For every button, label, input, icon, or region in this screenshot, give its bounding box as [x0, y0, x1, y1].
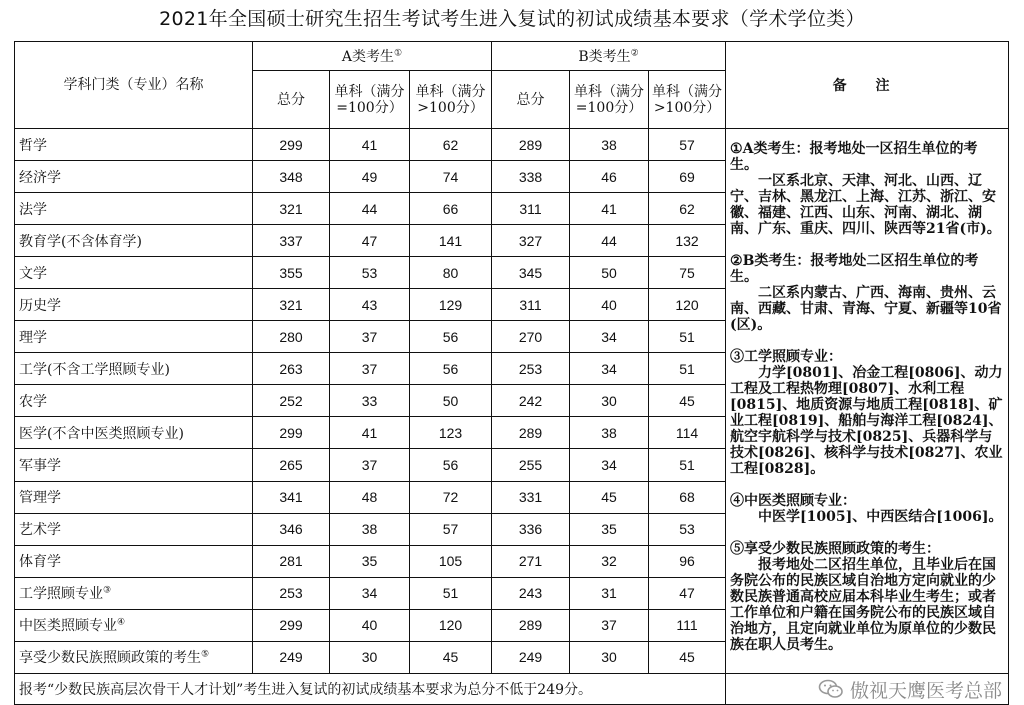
page-title: 2021年全国硕士研究生招生考试考生进入复试的初试成绩基本要求（学术学位类） [159, 8, 865, 30]
subject-name: 中医类照顾专业④ [15, 609, 253, 641]
score-b-singleover100: 47 [649, 577, 726, 609]
subject-name: 经济学 [15, 161, 253, 193]
score-a-single100: 41 [330, 129, 410, 161]
score-a-single100: 37 [330, 321, 410, 353]
score-b-single100: 37 [570, 609, 649, 641]
score-b-single100: 32 [570, 545, 649, 577]
footnote-mark: ⑤ [201, 649, 210, 660]
score-b-single100: 50 [570, 257, 649, 289]
subject-name: 哲学 [15, 129, 253, 161]
score-b-total: 289 [492, 609, 570, 641]
remark-note [730, 141, 1004, 237]
b-singleover100-header: 单科（满分>100分） [649, 71, 726, 129]
score-a-single100: 35 [330, 545, 410, 577]
subject-name: 农学 [15, 385, 253, 417]
score-b-singleover100: 75 [649, 257, 726, 289]
score-b-total: 249 [492, 641, 570, 673]
score-a-singleover100: 56 [410, 449, 492, 481]
score-a-singleover100: 66 [410, 193, 492, 225]
score-a-singleover100: 141 [410, 225, 492, 257]
b-single100-header: 单科（满分=100分） [570, 71, 649, 129]
score-b-singleover100: 62 [649, 193, 726, 225]
score-b-singleover100: 57 [649, 129, 726, 161]
score-a-single100: 41 [330, 417, 410, 449]
score-b-singleover100: 45 [649, 641, 726, 673]
score-a-single100: 30 [330, 641, 410, 673]
footnote-mark: ④ [117, 617, 126, 628]
score-a-singleover100: 50 [410, 385, 492, 417]
score-b-single100: 38 [570, 417, 649, 449]
remark-body: 报考地处二区招生单位，且毕业后在国务院公布的民族区域自治地方定向就业的少数民族普通高校应届本科毕业生考生；或者工作单位和户籍在国务院公布的民族区域自治地方，且定向就业单位为原单位的少数民族在职人员考生。 [730, 557, 997, 653]
score-a-total: 321 [253, 193, 330, 225]
score-a-total: 299 [253, 609, 330, 641]
remark-body: 中医学[1005]、中西医结合[1006]。 [758, 509, 1003, 525]
score-a-singleover100: 74 [410, 161, 492, 193]
score-b-total: 255 [492, 449, 570, 481]
score-a-singleover100: 129 [410, 289, 492, 321]
score-a-single100: 53 [330, 257, 410, 289]
remark-note [730, 349, 1004, 477]
score-a-total: 341 [253, 481, 330, 513]
group-b-header: B类考生② [492, 42, 726, 71]
subject-name: 法学 [15, 193, 253, 225]
score-a-singleover100: 120 [410, 609, 492, 641]
score-b-total: 311 [492, 193, 570, 225]
score-a-total: 281 [253, 545, 330, 577]
score-a-total: 249 [253, 641, 330, 673]
score-a-singleover100: 105 [410, 545, 492, 577]
score-b-total: 289 [492, 417, 570, 449]
score-a-total: 337 [253, 225, 330, 257]
score-b-singleover100: 69 [649, 161, 726, 193]
score-b-single100: 44 [570, 225, 649, 257]
score-b-total: 270 [492, 321, 570, 353]
score-b-single100: 34 [570, 353, 649, 385]
score-a-total: 346 [253, 513, 330, 545]
score-b-singleover100: 45 [649, 385, 726, 417]
score-a-total: 253 [253, 577, 330, 609]
score-a-total: 252 [253, 385, 330, 417]
remark-note [730, 253, 1004, 333]
score-a-single100: 47 [330, 225, 410, 257]
footer-row [15, 674, 1009, 705]
score-a-single100: 38 [330, 513, 410, 545]
score-a-total: 299 [253, 417, 330, 449]
score-a-singleover100: 45 [410, 641, 492, 673]
score-a-total: 355 [253, 257, 330, 289]
header-row-1 [15, 42, 1009, 71]
remark-title: ③工学照顾专业： [730, 349, 843, 365]
score-a-single100: 37 [330, 353, 410, 385]
group-a-header: A类考生① [253, 42, 492, 71]
score-b-single100: 30 [570, 641, 649, 673]
subject-name: 历史学 [15, 289, 253, 321]
watermark-text: 傲视天鹰医考总部 [850, 679, 1003, 702]
score-b-single100: 45 [570, 481, 649, 513]
a-single100-header: 单科（满分=100分） [330, 71, 410, 129]
score-a-singleover100: 57 [410, 513, 492, 545]
score-a-singleover100: 123 [410, 417, 492, 449]
score-b-total: 243 [492, 577, 570, 609]
remark-title: ⑤享受少数民族照顾政策的考生： [730, 541, 941, 557]
score-b-single100: 46 [570, 161, 649, 193]
score-a-singleover100: 51 [410, 577, 492, 609]
score-a-total: 265 [253, 449, 330, 481]
score-b-single100: 35 [570, 513, 649, 545]
score-b-singleover100: 51 [649, 353, 726, 385]
remark-note [730, 493, 1004, 525]
subject-name: 文学 [15, 257, 253, 289]
score-b-total: 338 [492, 161, 570, 193]
score-b-singleover100: 51 [649, 449, 726, 481]
remark-title: ①A类考生：报考地处一区招生单位的考生。 [730, 141, 978, 173]
score-b-total: 311 [492, 289, 570, 321]
subject-header: 学科门类（专业）名称 [15, 42, 253, 129]
score-b-total: 271 [492, 545, 570, 577]
subject-name: 工学照顾专业③ [15, 577, 253, 609]
score-b-single100: 34 [570, 449, 649, 481]
score-a-single100: 44 [330, 193, 410, 225]
score-b-singleover100: 114 [649, 417, 726, 449]
remark-note [730, 541, 1004, 653]
remark-title: ②B类考生：报考地处二区招生单位的考生。 [730, 253, 979, 285]
score-a-singleover100: 62 [410, 129, 492, 161]
score-b-total: 336 [492, 513, 570, 545]
subject-name: 军事学 [15, 449, 253, 481]
subject-name: 理学 [15, 321, 253, 353]
remarks-cell [726, 129, 1009, 674]
score-b-total: 331 [492, 481, 570, 513]
subject-name: 艺术学 [15, 513, 253, 545]
score-a-single100: 37 [330, 449, 410, 481]
table-row [15, 129, 1009, 161]
subject-name: 工学(不含工学照顾专业) [15, 353, 253, 385]
remarks-header: 备 注 [726, 42, 1009, 129]
subject-name: 医学(不含中医类照顾专业) [15, 417, 253, 449]
score-a-total: 321 [253, 289, 330, 321]
score-a-singleover100: 80 [410, 257, 492, 289]
score-a-single100: 40 [330, 609, 410, 641]
a-total-header: 总分 [253, 71, 330, 129]
score-b-singleover100: 111 [649, 609, 726, 641]
score-a-total: 280 [253, 321, 330, 353]
score-a-singleover100: 56 [410, 353, 492, 385]
watermark-cell [726, 674, 1009, 705]
score-b-single100: 34 [570, 321, 649, 353]
score-b-total: 253 [492, 353, 570, 385]
score-b-singleover100: 132 [649, 225, 726, 257]
footer-note: 报考“少数民族高层次骨干人才计划”考生进入复试的初试成绩基本要求为总分不低于249分。 [15, 674, 726, 705]
score-table [14, 41, 1009, 705]
score-b-single100: 41 [570, 193, 649, 225]
score-b-single100: 40 [570, 289, 649, 321]
subject-name: 管理学 [15, 481, 253, 513]
footnote-mark: ③ [103, 585, 112, 596]
b-total-header: 总分 [492, 71, 570, 129]
subject-name: 享受少数民族照顾政策的考生⑤ [15, 641, 253, 673]
score-a-single100: 48 [330, 481, 410, 513]
score-a-single100: 49 [330, 161, 410, 193]
score-a-single100: 33 [330, 385, 410, 417]
wechat-icon [818, 679, 844, 699]
score-a-singleover100: 56 [410, 321, 492, 353]
score-b-total: 345 [492, 257, 570, 289]
score-b-singleover100: 68 [649, 481, 726, 513]
remark-body: 力学[0801]、冶金工程[0806]、动力工程及工程热物理[0807]、水利工程[0815]、地质资源与地质工程[0818]、矿业工程[0819]、船舶与海洋工程[0824]、航空宇航科学与技术[0825]、兵器科学与技术[0826]、核科学与技术[0827]、农业工程[0828]。 [730, 365, 1003, 477]
score-b-total: 242 [492, 385, 570, 417]
remark-title: ④中医类照顾专业： [730, 493, 857, 509]
score-b-single100: 31 [570, 577, 649, 609]
score-b-total: 289 [492, 129, 570, 161]
score-a-single100: 43 [330, 289, 410, 321]
score-b-singleover100: 53 [649, 513, 726, 545]
remark-body: 一区系北京、天津、河北、山西、辽宁、吉林、黑龙江、上海、江苏、浙江、安徽、福建、江西、山东、河南、湖北、湖南、广东、重庆、四川、陕西等21省(市)。 [730, 173, 1001, 237]
score-a-total: 263 [253, 353, 330, 385]
remark-body: 二区系内蒙古、广西、海南、贵州、云南、西藏、甘肃、青海、宁夏、新疆等10省(区)。 [730, 285, 1002, 333]
score-a-total: 299 [253, 129, 330, 161]
score-b-single100: 30 [570, 385, 649, 417]
subject-name: 教育学(不含体育学) [15, 225, 253, 257]
score-b-single100: 38 [570, 129, 649, 161]
score-a-singleover100: 72 [410, 481, 492, 513]
score-b-singleover100: 51 [649, 321, 726, 353]
score-a-single100: 34 [330, 577, 410, 609]
subject-name: 体育学 [15, 545, 253, 577]
a-singleover100-header: 单科（满分>100分） [410, 71, 492, 129]
score-b-singleover100: 120 [649, 289, 726, 321]
score-b-singleover100: 96 [649, 545, 726, 577]
score-a-total: 348 [253, 161, 330, 193]
score-b-total: 327 [492, 225, 570, 257]
